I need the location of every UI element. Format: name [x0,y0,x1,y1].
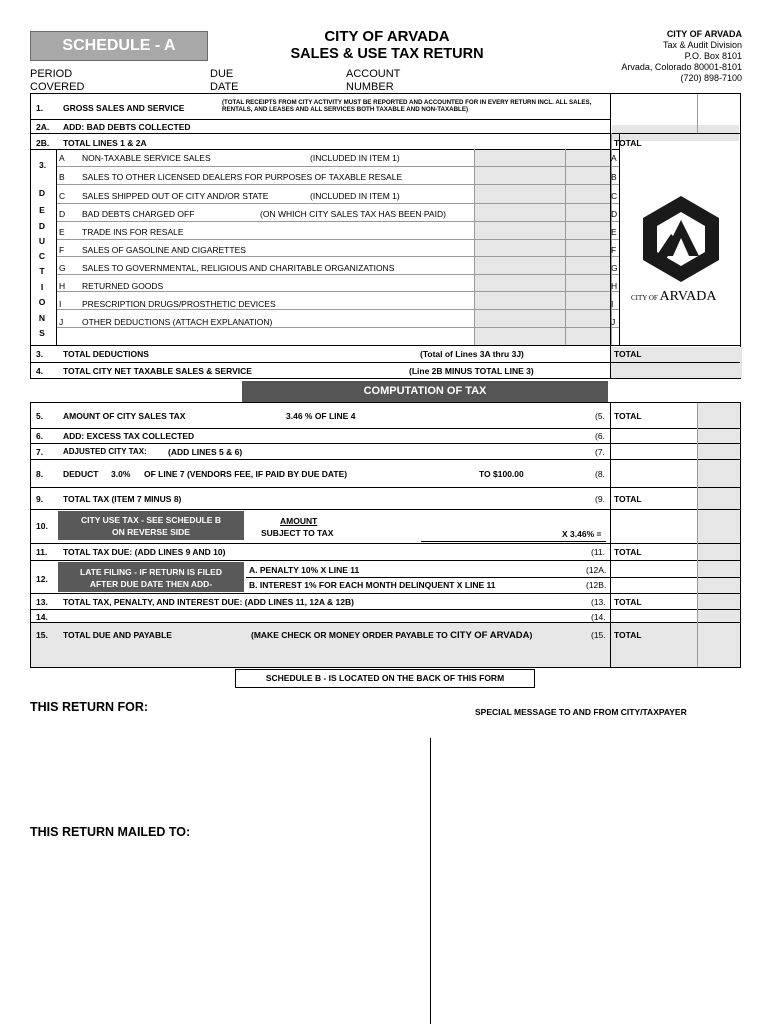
rule [31,622,740,623]
line-number: 9. [36,494,44,504]
line-ref: (9. [595,494,605,504]
total-tax-label: TOTAL TAX (ITEM 7 MINUS 8) [63,494,182,504]
due-date-label [210,68,239,94]
rule [697,403,698,667]
line-number: 6. [36,431,44,441]
total-deductions-label: TOTAL DEDUCTIONS [63,349,149,359]
deduction-ref-letter: J [611,317,616,327]
rule [56,274,620,275]
deduction-ref-letter: D [611,209,618,219]
rule [246,577,740,578]
deduction-letter: E [59,227,65,237]
adjusted-city-tax-note: (ADD LINES 5 & 6) [168,447,243,457]
subject-to-tax-label: SUBJECT TO TAX [261,528,334,538]
deduction-note: (INCLUDED IN ITEM 1) [310,191,400,201]
use-tax-rate: X 3.46% = [562,529,602,539]
deductions-letter: T [39,266,45,276]
line-ref: (13. [591,597,606,607]
total-label: TOTAL [614,349,642,359]
deduction-ref-letter: B [611,172,617,182]
city-sales-tax-label: AMOUNT OF CITY SALES TAX [63,411,186,421]
vendor-fee-note: OF LINE 7 (VENDORS FEE, IF PAID BY DUE DATE) [144,469,348,479]
rule [697,94,698,133]
rule [31,443,740,444]
note-line: (TOTAL RECEIPTS FROM CITY ACTIVITY MUST BE REPORTED AND ACCOUNTED FOR IN EVERY RETURN INCL. ALL SALES, [222,99,592,106]
line-ref: (7. [595,447,605,457]
rule [56,256,620,257]
due-label-1: DUE [210,68,234,80]
late-filing-line2: AFTER DUE DATE THEN ADD- [89,579,213,589]
rule [31,345,740,346]
line-ref: (5. [595,411,605,421]
total-label: TOTAL [614,411,642,421]
rule [56,203,620,204]
shade [31,622,740,667]
line-number: 11. [36,547,48,557]
line-number: 2A. [36,122,50,132]
line-ref: (8. [595,469,605,479]
rule [31,509,740,510]
deduction-label: PRESCRIPTION DRUGS/PROSTHETIC DEVICES [82,299,276,309]
rule [31,593,740,594]
deduction-letter: C [59,191,66,201]
period-covered-label [30,68,84,94]
total-label: TOTAL [614,630,642,640]
bad-debts-collected-label: ADD: BAD DEBTS COLLECTED [63,122,191,132]
line-number: 15. [36,630,48,640]
rule [56,291,620,292]
deductions-letter: O [38,297,46,307]
net-taxable-sales-label: TOTAL CITY NET TAXABLE SALES & SERVICE [63,366,252,376]
line-number: 12. [36,574,48,584]
adjusted-city-tax-label: ADJUSTED CITY TAX: [63,447,147,456]
deduction-ref-letter: E [611,227,617,237]
deduction-ref-letter: G [611,263,618,273]
due-label-2: DATE [210,81,239,93]
net-taxable-sales-note: (Line 2B MINUS TOTAL LINE 3) [409,366,534,376]
deduction-letter: G [59,263,66,273]
return-for-label: THIS RETURN FOR: [30,700,149,714]
line-number: 10. [36,521,48,531]
deduct-label: DEDUCT [63,469,99,479]
use-tax-box [58,511,244,540]
deduction-letter: J [59,317,64,327]
late-filing-line1: LATE FILING - IF RETURN IS FILED [80,567,222,577]
deduction-letter: I [59,299,62,309]
late-filing-box [58,562,244,592]
total-label: TOTAL [614,494,642,504]
rule [565,149,566,345]
rule [56,184,620,185]
deductions-letter: C [38,251,46,261]
rule [31,119,611,120]
total-label: TOTAL [614,138,642,148]
period-label-1: PERIOD [30,68,73,80]
rule [31,149,620,150]
paren: ) [529,630,533,640]
gross-sales-label: GROSS SALES AND SERVICE [63,103,185,113]
rule [619,133,620,345]
city-logo [631,194,731,305]
deduction-label: SALES TO OTHER LICENSED DEALERS FOR PURPOSES OF TAXABLE RESALE [82,172,403,182]
deduction-label: NON-TAXABLE SERVICE SALES [82,153,211,163]
rule [31,362,740,363]
line-number: 3. [36,349,44,359]
total-due-payable-label: TOTAL DUE AND PAYABLE [63,630,172,640]
use-tax-box-line2: ON REVERSE SIDE [112,527,190,537]
amount-blank [421,541,606,542]
special-message-label: SPECIAL MESSAGE TO AND FROM CITY/TAXPAYER [475,707,687,717]
logo-arvada: ARVADA [659,289,717,304]
rule [56,239,620,240]
tax-rate: 3.46 % OF LINE 4 [286,411,356,421]
interest-label: B. INTEREST 1% FOR EACH MONTH DELINQUENT X LINE 11 [249,580,496,590]
deduction-letter: F [59,245,65,255]
line-ref: (14. [591,612,606,622]
line-ref: (15. [591,630,606,640]
deduction-letter: B [59,172,65,182]
deduction-ref-letter: C [611,191,618,201]
rule [31,609,740,610]
account-label-2: NUMBER [346,81,394,93]
po-box: P.O. Box 8101 [684,51,742,61]
rule [31,560,740,561]
logo-city-of: CITY OF [631,294,658,302]
computation-of-tax-banner: COMPUTATION OF TAX [242,381,608,402]
deduction-label: TRADE INS FOR RESALE [82,227,184,237]
line-ref: (6. [595,431,605,441]
deductions-letter: S [39,328,45,338]
rule [31,543,740,544]
deduction-label: RETURNED GOODS [82,281,164,291]
account-label-1: ACCOUNT [346,68,401,80]
rule [31,487,740,488]
division: Tax & Audit Division [662,40,742,50]
vendor-fee-rate: 3.0% [111,469,131,479]
deductions-letter: D [38,188,46,198]
deduction-label: SALES OF GASOLINE AND CIGARETTES [82,245,246,255]
deductions-letter: E [39,205,45,215]
line-number: 8. [36,469,44,479]
total-deductions-note: (Total of Lines 3A thru 3J) [420,349,524,359]
address: Arvada, Colorado 80001-8101 [621,62,742,72]
line-number: 7. [36,447,44,457]
deduction-letter: D [59,209,66,219]
deduction-label: SALES SHIPPED OUT OF CITY AND/OR STATE [82,191,269,201]
form-title-city: CITY OF ARVADA [324,28,450,45]
shade [475,150,614,346]
rule [31,459,740,460]
form-title: SALES & USE TAX RETURN [290,46,484,62]
deduction-ref-letter: I [611,299,614,309]
total-lines-1-2a-label: TOTAL LINES 1 & 2A [63,138,147,148]
payable-city: CITY OF ARVADA [450,630,530,641]
line-number: 13. [36,597,48,607]
deductions-letter: I [40,282,44,292]
deduction-note: (ON WHICH CITY SALES TAX HAS BEEN PAID) [260,209,446,219]
line-number: 1. [36,103,44,113]
deduction-letter: H [59,281,66,291]
schedule-a-label: SCHEDULE - A [30,31,208,61]
schedule-b-note: SCHEDULE B - IS LOCATED ON THE BACK OF THIS FORM [235,669,535,688]
rule [31,428,740,429]
rule [56,309,620,310]
excess-tax-label: ADD: EXCESS TAX COLLECTED [63,431,195,441]
gross-sales-note [222,99,591,113]
rule [610,403,611,667]
city-name: CITY OF ARVADA [666,29,742,39]
rule [56,149,57,345]
line-number: 14. [36,612,48,622]
logo-text [631,289,731,305]
deduction-label: SALES TO GOVERNMENTAL, RELIGIOUS AND CHARITABLE ORGANIZATIONS [82,263,395,273]
deduction-ref-letter: F [611,245,617,255]
rule [31,133,740,134]
penalty-label: A. PENALTY 10% X LINE 11 [249,565,360,575]
account-number-label [346,68,400,94]
period-label-2: COVERED [30,81,85,93]
use-tax-box-line1: CITY USE TAX - SEE SCHEDULE B [81,515,221,525]
footer-divider [430,738,431,1024]
rule [56,166,620,167]
shade [697,403,740,622]
line-number: 3. [39,160,47,170]
vendor-fee-max: TO $100.00 [479,469,524,479]
total-tax-due-label: TOTAL TAX DUE: (ADD LINES 9 AND 10) [63,547,226,557]
deduction-label: OTHER DEDUCTIONS (ATTACH EXPLANATION) [82,317,273,327]
deduction-letter: A [59,153,65,163]
line-ref: (12B. [586,580,607,590]
total-label: TOTAL [614,597,642,607]
amount-label: AMOUNT [280,516,318,526]
city-address-block [621,29,742,84]
line-number: 2B. [36,138,50,148]
rule [56,327,620,328]
line-number: 4. [36,366,44,376]
phone: (720) 898-7100 [680,73,742,83]
arvada-logo-icon [631,194,731,282]
payable-note [251,630,532,641]
deductions-letter: D [38,221,46,231]
deduction-note: (INCLUDED IN ITEM 1) [310,153,400,163]
mailed-to-label: THIS RETURN MAILED TO: [30,825,191,839]
total-label: TOTAL [614,547,642,557]
line-ref: (12A. [586,565,607,575]
rule [56,221,620,222]
payable-note-text: (MAKE CHECK OR MONEY ORDER PAYABLE TO [251,630,448,640]
deduction-ref-letter: H [611,281,618,291]
deduction-label: BAD DEBTS CHARGED OFF [82,209,195,219]
note-line: RENTALS, AND LEASES AND ALL SERVICES BOTH TAXABLE AND NON-TAXABLE) [222,106,469,113]
deduction-ref-letter: A [611,153,617,163]
total-tax-penalty-interest-label: TOTAL TAX, PENALTY, AND INTEREST DUE: (ADD LINES 11, 12A & 12B) [63,597,354,607]
deductions-letter: U [38,236,46,246]
line-ref: (11. [591,547,606,557]
line-number: 5. [36,411,44,421]
rule [474,149,475,345]
rule [611,133,612,345]
deductions-letter: N [38,313,46,323]
